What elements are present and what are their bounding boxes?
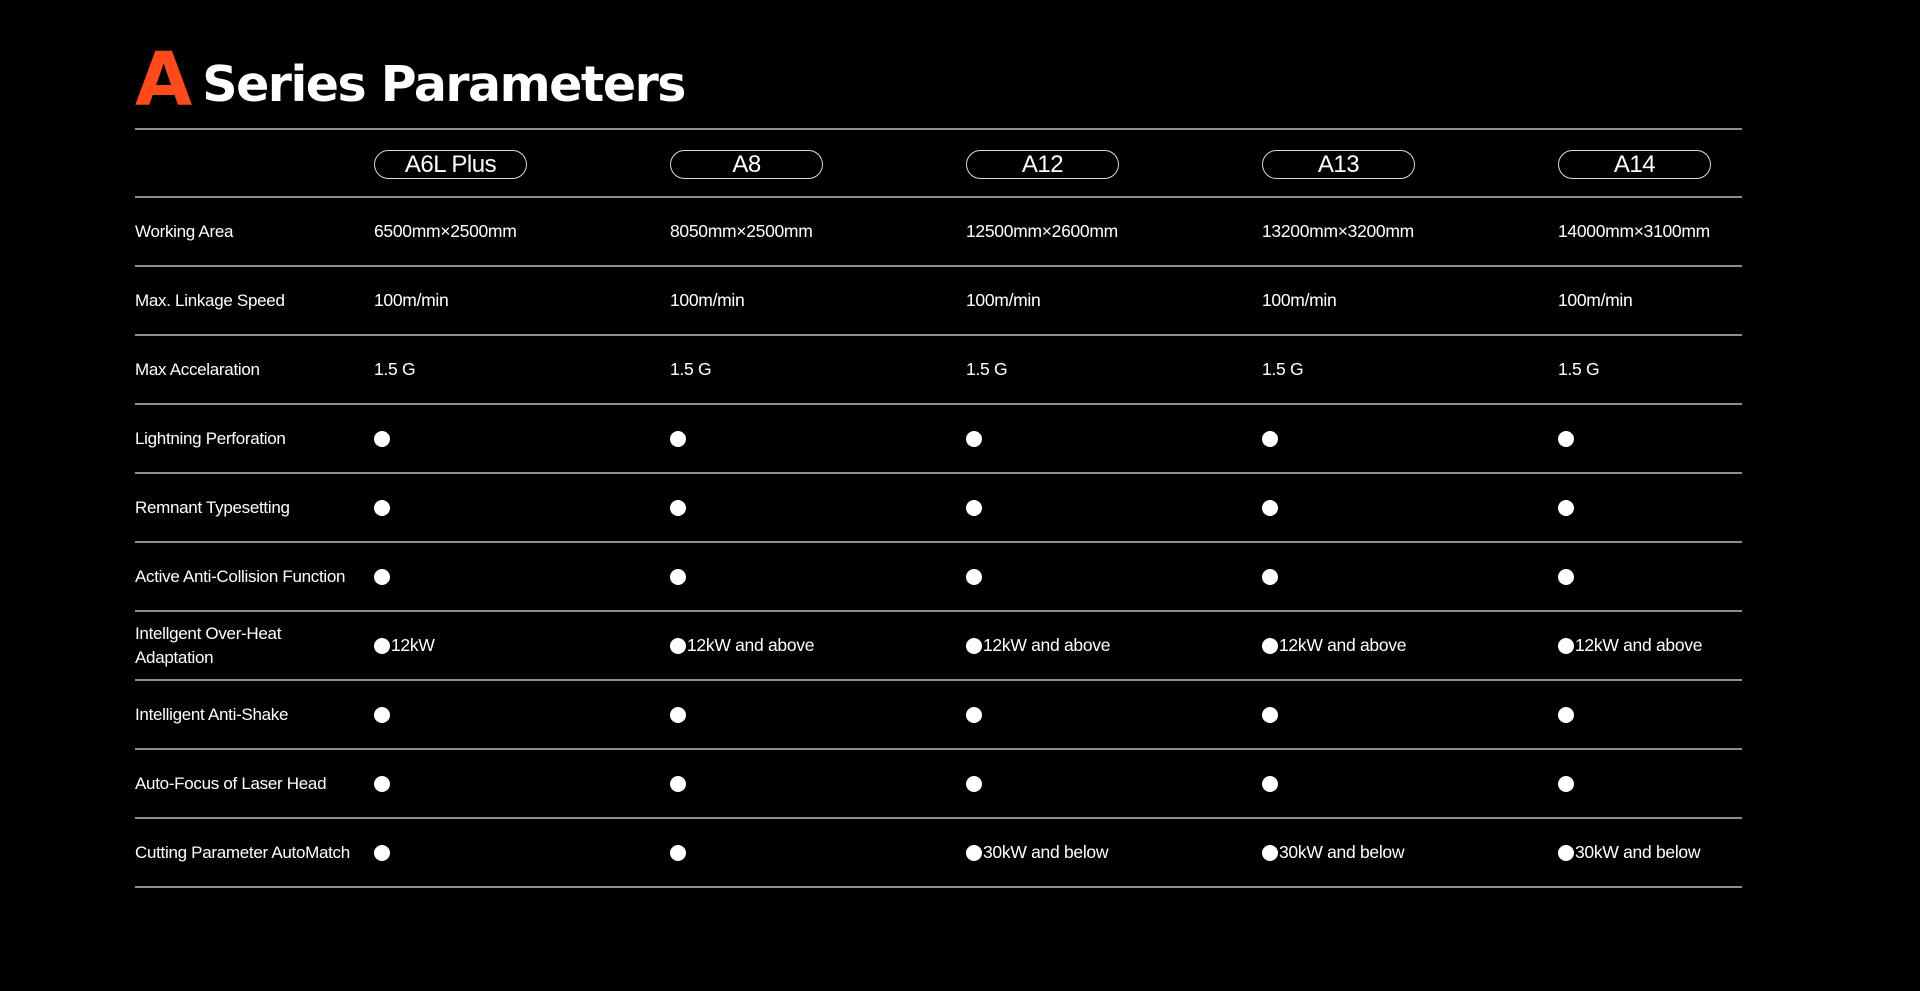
supported-dot-icon — [1558, 638, 1574, 654]
table-cell — [1558, 543, 1574, 610]
cell-value: 100m/min — [670, 290, 745, 310]
cell-value: 8050mm×2500mm — [670, 221, 813, 241]
cell-value: 1.5 G — [1558, 359, 1600, 379]
cell-note: 12kW and above — [983, 635, 1111, 655]
supported-dot-icon — [374, 845, 390, 861]
supported-dot-icon — [1262, 500, 1278, 516]
cell-value: 100m/min — [966, 290, 1041, 310]
supported-dot-icon — [670, 776, 686, 792]
cell-note: 12kW — [391, 635, 435, 655]
table-row — [135, 610, 1742, 679]
table-cell — [1262, 750, 1278, 817]
table-cell — [670, 198, 813, 265]
supported-dot-icon — [1262, 569, 1278, 585]
table-cell — [374, 543, 390, 610]
supported-dot-icon — [374, 569, 390, 585]
supported-dot-icon — [670, 569, 686, 585]
table-cell — [1262, 543, 1278, 610]
supported-dot-icon — [966, 431, 982, 447]
table-cell — [670, 612, 814, 679]
table-cell — [374, 819, 390, 886]
row-label: Cutting Parameter AutoMatch — [135, 842, 350, 862]
table-cell — [1558, 198, 1710, 265]
cell-value: 13200mm×3200mm — [1262, 221, 1414, 241]
table-cell — [1262, 198, 1414, 265]
table-row — [135, 679, 1742, 748]
table-cell — [966, 474, 982, 541]
table-cell — [374, 750, 390, 817]
cell-value: 14000mm×3100mm — [1558, 221, 1710, 241]
cell-value: 1.5 G — [374, 359, 416, 379]
table-cell — [1558, 750, 1574, 817]
table-cell — [1262, 267, 1336, 334]
cell-note: 30kW and below — [1575, 842, 1701, 862]
table-cell — [670, 543, 686, 610]
title-text: Series Parameters — [202, 56, 685, 113]
supported-dot-icon — [374, 638, 390, 654]
table-cell — [670, 681, 686, 748]
table-cell — [966, 819, 1108, 886]
model-tab-a6l-plus[interactable]: A6L Plus — [374, 150, 527, 179]
row-label: Active Anti-Collision Function — [135, 566, 346, 586]
supported-dot-icon — [1558, 500, 1574, 516]
table-cell — [1558, 612, 1702, 679]
supported-dot-icon — [374, 431, 390, 447]
cell-value: 100m/min — [374, 290, 449, 310]
row-label: Lightning Perforation — [135, 428, 286, 448]
supported-dot-icon — [1262, 638, 1278, 654]
table-row — [135, 817, 1742, 888]
supported-dot-icon — [966, 638, 982, 654]
model-tab-a12[interactable]: A12 — [966, 150, 1119, 179]
supported-dot-icon — [670, 500, 686, 516]
table-cell — [1558, 267, 1632, 334]
table-cell — [670, 336, 711, 403]
table-cell — [966, 336, 1007, 403]
model-tab-a13[interactable]: A13 — [1262, 150, 1415, 179]
table-cell — [1558, 336, 1599, 403]
table-cell — [1262, 612, 1406, 679]
supported-dot-icon — [1262, 431, 1278, 447]
table-cell — [374, 474, 390, 541]
table-cell — [966, 612, 1110, 679]
parameters-table — [135, 128, 1742, 888]
cell-note: 12kW and above — [1575, 635, 1703, 655]
table-row — [135, 748, 1742, 817]
cell-note: 12kW and above — [687, 635, 815, 655]
supported-dot-icon — [1558, 845, 1574, 861]
row-label: Intellgent Over-Heat Adaptation — [135, 623, 282, 667]
table-cell — [1262, 405, 1278, 472]
table-row — [135, 541, 1742, 610]
model-tab-a8[interactable]: A8 — [670, 150, 823, 179]
table-cell — [1558, 405, 1574, 472]
row-label: Remnant Typesetting — [135, 497, 290, 517]
table-cell — [1262, 681, 1278, 748]
table-cell — [374, 612, 435, 679]
table-cell — [374, 198, 517, 265]
table-row — [135, 334, 1742, 403]
table-cell — [374, 405, 390, 472]
table-row — [135, 472, 1742, 541]
supported-dot-icon — [1262, 707, 1278, 723]
table-cell — [1558, 681, 1574, 748]
table-cell — [966, 198, 1118, 265]
title-accent-letter: A — [135, 37, 191, 123]
supported-dot-icon — [670, 431, 686, 447]
table-cell — [670, 750, 686, 817]
table-cell — [670, 474, 686, 541]
cell-value: 6500mm×2500mm — [374, 221, 517, 241]
table-cell — [1558, 474, 1574, 541]
supported-dot-icon — [966, 776, 982, 792]
cell-value: 1.5 G — [1262, 359, 1304, 379]
model-tab-a14[interactable]: A14 — [1558, 150, 1711, 179]
supported-dot-icon — [1558, 707, 1574, 723]
page-title — [135, 37, 685, 123]
supported-dot-icon — [1262, 845, 1278, 861]
row-label: Intelligent Anti-Shake — [135, 704, 289, 724]
cell-note: 30kW and below — [983, 842, 1109, 862]
cell-note: 12kW and above — [1279, 635, 1407, 655]
table-cell — [670, 405, 686, 472]
table-cell — [374, 267, 448, 334]
supported-dot-icon — [1558, 431, 1574, 447]
table-row — [135, 265, 1742, 334]
supported-dot-icon — [374, 707, 390, 723]
supported-dot-icon — [966, 500, 982, 516]
supported-dot-icon — [1558, 569, 1574, 585]
table-cell — [374, 681, 390, 748]
cell-value: 100m/min — [1558, 290, 1633, 310]
table-cell — [1262, 474, 1278, 541]
supported-dot-icon — [966, 569, 982, 585]
row-label: Max Accelaration — [135, 359, 260, 379]
supported-dot-icon — [966, 845, 982, 861]
row-label: Working Area — [135, 221, 234, 241]
cell-value: 12500mm×2600mm — [966, 221, 1118, 241]
table-cell — [966, 267, 1040, 334]
row-label: Max. Linkage Speed — [135, 290, 285, 310]
table-row — [135, 196, 1742, 265]
table-cell — [966, 681, 982, 748]
cell-value: 1.5 G — [670, 359, 712, 379]
table-header-row — [135, 128, 1742, 196]
supported-dot-icon — [374, 500, 390, 516]
supported-dot-icon — [670, 638, 686, 654]
supported-dot-icon — [670, 707, 686, 723]
table-cell — [670, 819, 686, 886]
table-cell — [1262, 819, 1404, 886]
table-cell — [670, 267, 744, 334]
table-row — [135, 403, 1742, 472]
supported-dot-icon — [1558, 776, 1574, 792]
table-cell — [1558, 819, 1700, 886]
table-cell — [1262, 336, 1303, 403]
cell-value: 1.5 G — [966, 359, 1008, 379]
table-cell — [374, 336, 415, 403]
supported-dot-icon — [1262, 776, 1278, 792]
table-cell — [966, 750, 982, 817]
table-cell — [966, 543, 982, 610]
supported-dot-icon — [670, 845, 686, 861]
table-cell — [966, 405, 982, 472]
cell-note: 30kW and below — [1279, 842, 1405, 862]
cell-value: 100m/min — [1262, 290, 1337, 310]
supported-dot-icon — [374, 776, 390, 792]
supported-dot-icon — [966, 707, 982, 723]
row-label: Auto-Focus of Laser Head — [135, 773, 327, 793]
